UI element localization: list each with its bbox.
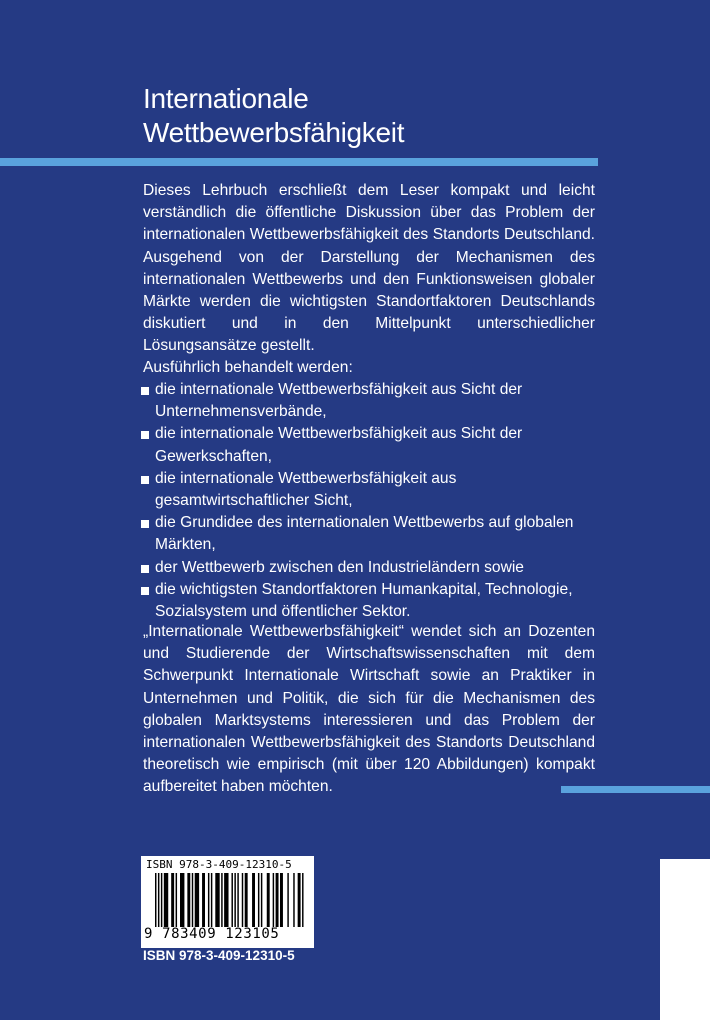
barcode-bar (158, 873, 159, 927)
barcode-bar (287, 873, 288, 927)
barcode-bar (155, 873, 156, 927)
description-paragraph: Dieses Lehrbuch erschließt dem Leser kompakt und leicht verständlich die öffentliche Diskussion über das Problem der internationalen Wettbewerbsfähigkeit des Standorts Deutschland. Ausgehend von der Darstellung der Mechanismen des internationalen Wettbewerbs und den Funktionsweisen globaler Märkte werden die wichtigsten Standortfaktoren Deutschlands diskutiert und in den Mittelpunkt unterschiedlicher Lösungsansätze gestellt. (143, 182, 595, 355)
barcode-bar (161, 873, 162, 927)
barcode-bar (176, 873, 177, 927)
isbn-label-bottom: ISBN 978-3-409-12310-5 (143, 948, 295, 963)
barcode-bar (171, 873, 174, 927)
barcode-bar (221, 873, 222, 927)
barcode-bar (280, 873, 283, 927)
topics-intro: Ausführlich behandelt werden: (143, 359, 353, 376)
bullet-square-icon (141, 587, 149, 595)
barcode-bar (276, 873, 279, 927)
accent-rule-middle (561, 786, 710, 793)
ean-digits: 9 783409 123105 (144, 926, 280, 942)
list-item-text: der Wettbewerb zwischen den Industrieländern sowie (155, 558, 524, 576)
title-line-2: Wettbewerbsfähigkeit (143, 117, 405, 148)
list-item (143, 512, 595, 556)
barcode-bar (211, 873, 212, 927)
barcode-bar (298, 873, 301, 927)
bullet-square-icon (141, 476, 149, 484)
list-item (143, 379, 595, 423)
topics-list (143, 379, 595, 623)
bullet-square-icon (141, 565, 149, 573)
bullet-square-icon (141, 387, 149, 395)
list-item-text: die internationale Wettbewerbsfähigkeit aus Sicht der Unternehmensverbände, (155, 381, 523, 421)
accent-rule-top (0, 158, 598, 166)
white-label-area (660, 859, 710, 1020)
barcode-bar (302, 873, 303, 927)
list-item-text: die wichtigsten Standortfaktoren Humankapital, Technologie, Sozialsystem und öffentlicher Sektor. (155, 580, 573, 621)
barcode-bar (187, 873, 190, 927)
barcode-icon (155, 873, 305, 927)
barcode-bar (215, 873, 219, 927)
title-line-1: Internationale (143, 83, 309, 114)
barcode-bar (245, 873, 248, 927)
barcode-bar (273, 873, 274, 927)
barcode-panel (141, 856, 314, 948)
list-item-text: die Grundidee des internationalen Wettbewerbs auf globalen Märkten, (155, 514, 574, 554)
barcode-bar (293, 873, 294, 927)
barcode-bar (242, 873, 243, 927)
barcode-bar (231, 873, 232, 927)
list-item-text: die internationale Wettbewerbsfähigkeit aus gesamtwirtschaftlicher Sicht, (155, 469, 457, 510)
barcode-bar (195, 873, 199, 927)
book-title (143, 82, 583, 150)
isbn-label-top: ISBN 978-3-409-12310-5 (146, 858, 292, 871)
barcode-bar (180, 873, 184, 927)
barcode-bar (258, 873, 259, 927)
barcode-bar (208, 873, 209, 927)
list-item (143, 423, 595, 467)
list-item (143, 557, 595, 579)
barcode-bar (267, 873, 270, 927)
audience-paragraph: „Internationale Wettbewerbsfähigkeit“ wendet sich an Dozenten und Studierende der Wirtschaftswissenschaften mit dem Schwerpunkt Internationale Wirtschaft sowie an Praktiker in Unternehmen und Politik, die sich für die Mechanismen des globalen Marktsystems interessieren und das Problem der internationalen Wettbewerbsfähigkeit des Standorts Deutschland theoretisch wie empirisch (mit über 120 Abbildungen) kompakt aufbereitet haben möchten. (143, 623, 595, 796)
barcode-bar (192, 873, 193, 927)
barcode-bar (164, 873, 168, 927)
barcode-bar (261, 873, 262, 927)
barcode-bar (234, 873, 235, 927)
list-item (143, 579, 595, 623)
barcode-bar (202, 873, 205, 927)
barcode-bar (224, 873, 228, 927)
barcode-bar (252, 873, 255, 927)
bullet-square-icon (141, 431, 149, 439)
list-item (143, 468, 595, 512)
barcode-bar (237, 873, 238, 927)
bullet-square-icon (141, 520, 149, 528)
list-item-text: die internationale Wettbewerbsfähigkeit aus Sicht der Gewerkschaften, (155, 425, 523, 465)
